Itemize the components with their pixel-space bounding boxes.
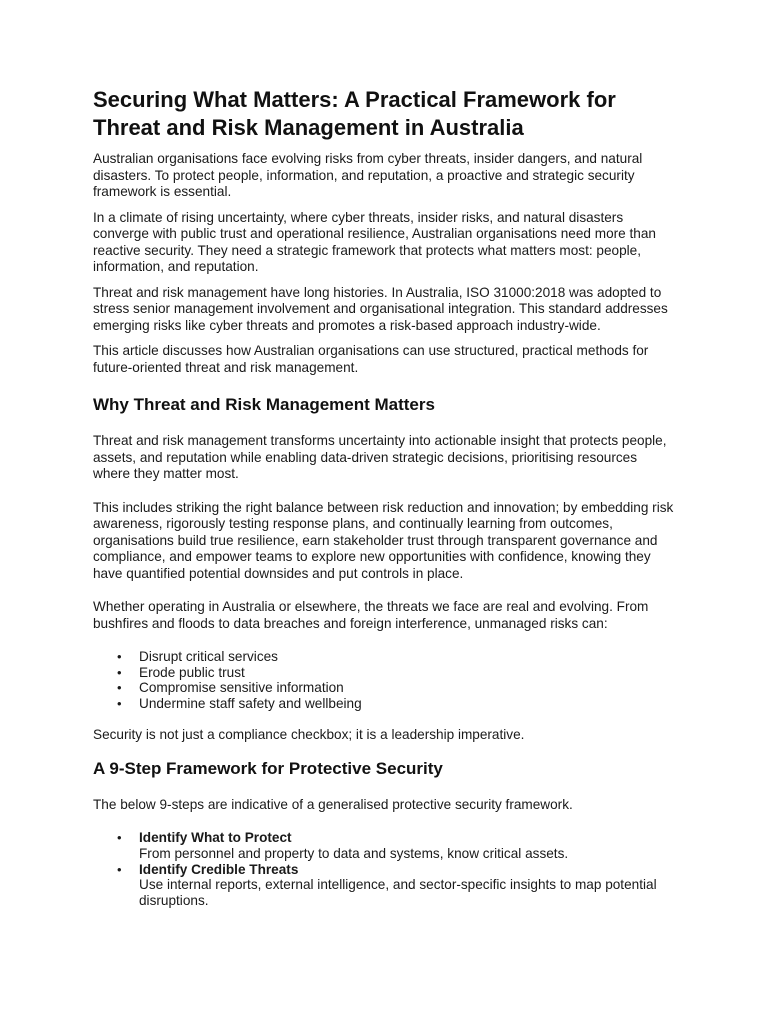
intro-paragraph-3: Threat and risk management have long histories. In Australia, ISO 31000:2018 was adopted to stress senior management involvement and organisational integration. This standard addresses emerging risks like cyber threats and promotes a risk-based approach industry-wide. <box>93 284 668 333</box>
intro-paragraph-1: Australian organisations face evolving risks from cyber threats, insider dangers, and natural disasters. To protect people, information, and reputation, a proactive and strategic security framework is essential. <box>93 151 643 199</box>
step-item <box>117 830 676 861</box>
section-heading-steps: A 9-Step Framework for Protective Security <box>93 758 443 778</box>
bullet-icon: • <box>117 830 122 846</box>
intro-paragraph-2: In a climate of rising uncertainty, where cyber threats, insider risks, and natural disasters converge with public trust and operational resilience, Australian organisations need more than reactive security. They need a strategic framework that protects what matters most: people, information, and reputation. <box>93 209 656 274</box>
bullet-icon: • <box>117 680 122 696</box>
article-title: Securing What Matters: A Practical Framework for Threat and Risk Management in Australia <box>93 87 616 140</box>
why-closing-paragraph: Security is not just a compliance checkbox; it is a leadership imperative. <box>93 727 525 743</box>
bullet-icon: • <box>117 664 122 680</box>
why-paragraph-2: This includes striking the right balance between risk reduction and innovation; by embedding risk awareness, rigorously testing response plans, and continually learning from outcomes, organisations build true resilience, earn stakeholder trust through transparent governance and compliance, and empower teams to explore new opportunities with confidence, knowing they have quantified potential downsides and put controls in place. <box>93 499 674 581</box>
why-paragraph-1: Threat and risk management transforms uncertainty into actionable insight that protects people, assets, and reputation while enabling data-driven strategic decisions, prioritising resources where they matter most. <box>93 433 667 481</box>
step-title: Identify Credible Threats <box>139 861 299 877</box>
list-item-text: Disrupt critical services <box>139 649 278 664</box>
list-item <box>117 649 676 665</box>
steps-intro-paragraph: The below 9-steps are indicative of a generalised protective security framework. <box>93 796 573 812</box>
section-heading-why: Why Threat and Risk Management Matters <box>93 395 435 414</box>
step-item <box>117 861 676 909</box>
steps-list <box>93 830 676 908</box>
step-title: Identify What to Protect <box>139 830 292 846</box>
list-item-text: Compromise sensitive information <box>139 680 344 696</box>
list-item-text: Undermine staff safety and wellbeing <box>139 695 362 711</box>
why-paragraph-3: Whether operating in Australia or elsewhere, the threats we face are real and evolving. From bushfires and floods to data breaches and foreign interference, unmanaged risks can: <box>93 599 649 631</box>
intro-paragraph-4: This article discusses how Australian organisations can use structured, practical methods for future-oriented threat and risk management. <box>93 343 649 375</box>
bullet-icon: • <box>117 695 122 711</box>
step-description: From personnel and property to data and systems, know critical assets. <box>139 845 569 861</box>
step-description: Use internal reports, external intelligence, and sector-specific insights to map potential disruptions. <box>139 877 657 908</box>
risk-bullet-list <box>93 649 676 711</box>
bullet-icon: • <box>117 649 122 664</box>
list-item <box>117 680 676 696</box>
list-item <box>117 695 676 712</box>
list-item-text: Erode public trust <box>139 664 245 680</box>
bullet-icon: • <box>117 861 122 877</box>
list-item <box>117 664 676 681</box>
